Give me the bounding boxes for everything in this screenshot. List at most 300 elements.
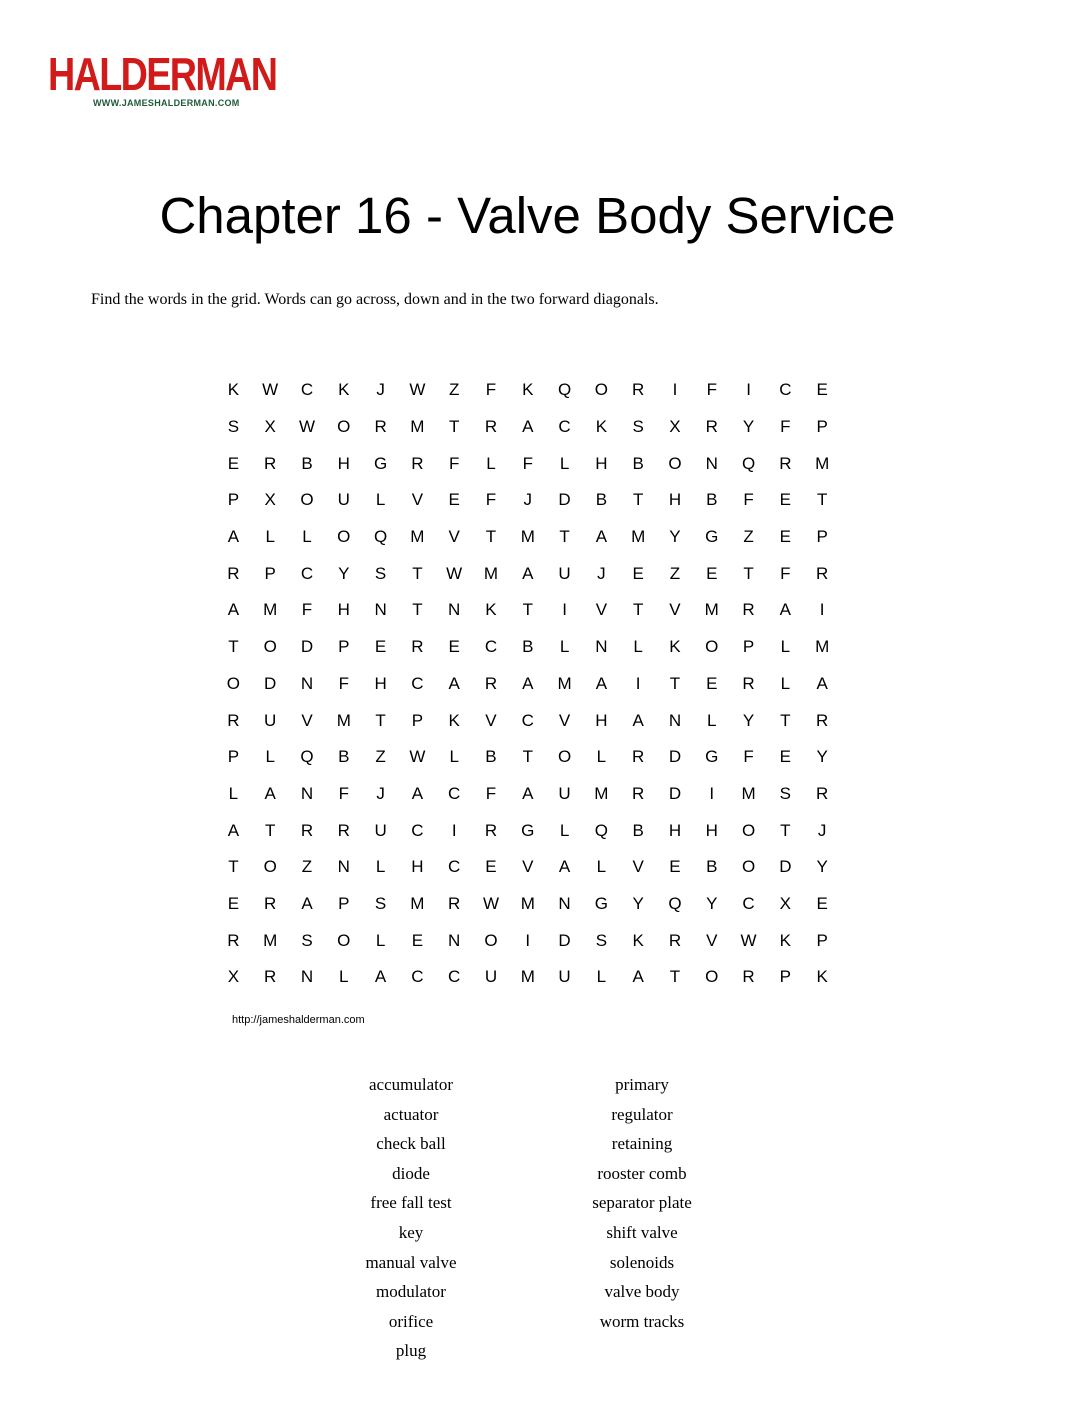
grid-cell: W [482,893,499,913]
word-list-item: shift valve [606,1222,678,1242]
grid-cell: E [816,893,828,913]
grid-cell: R [742,673,755,693]
word-list-item: solenoids [609,1252,675,1272]
grid-cell: R [632,747,645,767]
grid-cell: X [669,417,681,437]
grid-cell: G [373,453,388,473]
grid-cell: F [485,783,497,803]
grid-cell: E [669,857,681,877]
grid-cell: K [632,930,644,950]
grid-cell: P [227,490,240,510]
grid-cell: M [520,527,535,547]
grid-cell: G [705,527,719,547]
grid-cell: D [668,783,682,803]
grid-cell: M [557,673,572,693]
grid-cell: H [705,820,718,840]
grid-cell: S [301,930,313,950]
grid-cell: X [264,417,276,437]
grid-cell: C [521,710,534,730]
grid-cell: H [337,453,350,473]
grid-cell: S [227,417,240,437]
grid-cell: E [706,563,718,583]
grid-cell: Q [668,893,682,913]
grid-cell: R [816,563,829,583]
grid-cell: S [374,893,387,913]
grid-cell: M [594,783,609,803]
grid-cell: L [596,967,607,987]
grid-cell: E [448,490,460,510]
grid-cell: X [227,967,240,987]
grid-cell: E [485,857,497,877]
grid-cell: C [300,563,314,583]
grid-cell: B [706,857,718,877]
grid-cell: T [632,490,644,510]
grid-cell: A [595,527,608,547]
grid-cell: A [558,857,571,877]
logo-url: WWW.JAMESHALDERMAN.COM [93,98,240,108]
grid-cell: V [558,710,571,730]
grid-cell: A [522,417,534,437]
grid-cell: L [596,857,607,877]
grid-cell: A [522,673,534,693]
grid-cell: Z [375,747,386,767]
grid-cell: F [780,563,791,583]
grid-cell: A [522,563,534,583]
grid-cell: N [448,930,461,950]
grid-cell: W [409,380,426,400]
grid-cell: C [484,637,498,657]
grid-cell: R [484,820,498,840]
grid-cell: F [743,747,754,767]
grid-cell: P [742,637,755,657]
grid-cell: L [633,637,643,657]
grid-cell: R [300,820,314,840]
grid-cell: R [632,380,645,400]
word-list-item: accumulator [368,1075,453,1094]
grid-cell: L [302,527,312,547]
grid-cell: C [448,783,461,803]
grid-cell: H [595,710,608,730]
grid-cell: M [815,637,830,657]
grid-cell: V [706,930,718,950]
grid-cell: A [227,600,240,620]
grid-cell: E [816,380,828,400]
grid-cell: V [301,710,313,730]
grid-cell: J [376,783,385,803]
halderman-logo [48,48,277,108]
grid-cell: R [705,417,718,437]
grid-cell: T [780,820,791,840]
word-list-item: worm tracks [599,1311,685,1331]
grid-cell: W [298,417,316,437]
grid-cell: U [374,820,387,840]
grid-cell: L [559,820,570,840]
grid-cell: A [227,820,240,840]
grid-cell: L [375,857,386,877]
grid-cell: I [525,930,531,950]
grid-cell: G [594,893,608,913]
word-list-item: regulator [611,1104,673,1124]
grid-cell: T [669,967,681,987]
grid-cell: H [411,857,424,877]
grid-cell: R [816,783,829,803]
grid-cell: K [669,637,681,657]
grid-cell: O [337,417,351,437]
grid-cell: O [705,637,719,657]
grid-cell: A [779,600,792,620]
grid-cell: W [409,747,426,767]
grid-cell: I [709,783,715,803]
grid-cell: Y [669,527,681,547]
grid-cell: G [521,820,535,840]
word-list-item: check ball [376,1134,446,1154]
grid-cell: B [632,820,644,840]
grid-cell: P [264,563,276,583]
grid-cell: R [411,637,424,657]
grid-cell: B [522,637,534,657]
grid-cell: C [411,673,424,693]
grid-cell: A [264,783,276,803]
grid-cell: M [741,783,756,803]
grid-cell: R [264,453,277,473]
grid-cell: I [672,380,678,400]
grid-cell: B [485,747,497,767]
grid-cell: Q [300,747,314,767]
grid-cell: H [337,600,350,620]
grid-cell: A [301,893,313,913]
grid-cell: A [227,527,240,547]
grid-cell: K [522,380,534,400]
grid-cell: F [780,417,791,437]
grid-cell: I [819,600,825,620]
grid-cell: S [632,417,644,437]
grid-cell: S [374,563,387,583]
grid-cell: U [337,490,350,510]
grid-cell: E [374,637,387,657]
grid-cell: A [411,783,424,803]
word-list-item: manual valve [365,1252,457,1272]
grid-cell: L [707,710,717,730]
grid-cell: L [780,637,791,657]
grid-cell: C [448,857,461,877]
grid-cell: F [338,783,349,803]
grid-cell: M [631,527,646,547]
grid-cell: H [595,453,608,473]
grid-cell: U [558,967,571,987]
grid-cell: L [596,747,607,767]
grid-cell: M [815,453,830,473]
grid-cell: F [522,453,533,473]
grid-cell: K [816,967,828,987]
grid-cell: E [779,490,792,510]
grid-cell: U [264,710,277,730]
grid-cell: F [301,600,313,620]
grid-cell: V [448,527,460,547]
grid-cell: N [374,600,387,620]
grid-cell: T [448,417,460,437]
grid-cell: J [523,490,533,510]
grid-cell: O [741,857,756,877]
word-list-column-2 [562,1070,722,1336]
grid-cell: V [485,710,497,730]
grid-cell: A [595,673,608,693]
grid-cell: C [742,893,755,913]
grid-cell: W [446,563,463,583]
grid-cell: X [779,893,792,913]
grid-cell: R [816,710,829,730]
source-url: http://jameshalderman.com [232,1014,365,1026]
grid-cell: Y [816,857,828,877]
grid-cell: Y [706,893,718,913]
grid-cell: O [705,967,719,987]
grid-cell: L [559,637,570,657]
grid-cell: F [485,490,497,510]
grid-cell: I [562,600,567,620]
grid-cell: T [485,527,497,547]
grid-cell: M [704,600,719,620]
grid-cell: E [411,930,424,950]
grid-cell: X [264,490,276,510]
grid-cell: E [227,893,240,913]
grid-cell: L [228,783,239,803]
word-list-item: retaining [611,1134,673,1154]
word-list-item: plug [395,1341,427,1361]
grid-cell: P [338,637,350,657]
grid-cell: M [520,967,535,987]
grid-cell: R [227,930,240,950]
grid-cell: O [263,637,277,657]
grid-cell: V [522,857,534,877]
grid-cell: O [300,490,314,510]
grid-cell: N [300,783,314,803]
grid-cell: S [779,783,792,803]
grid-cell: B [706,490,718,510]
grid-cell: T [743,563,754,583]
word-list-item: primary [615,1075,669,1094]
grid-cell: E [448,637,460,657]
grid-cell: A [522,783,534,803]
grid-cell: L [375,930,386,950]
grid-cell: M [336,710,351,730]
grid-cell: W [262,380,279,400]
grid-cell: W [740,930,757,950]
grid-cell: R [742,600,755,620]
grid-cell: J [817,820,827,840]
grid-cell: M [263,930,278,950]
logo-name: HALDERMAN [48,48,277,100]
grid-cell: O [263,857,277,877]
grid-cell: S [595,930,608,950]
grid-cell: F [448,453,460,473]
grid-cell: M [263,600,278,620]
grid-cell: M [410,893,425,913]
grid-cell: P [411,710,424,730]
grid-cell: O [594,380,608,400]
grid-cell: G [705,747,719,767]
grid-cell: P [816,417,828,437]
grid-cell: H [374,673,387,693]
grid-cell: F [485,380,497,400]
grid-cell: P [779,967,792,987]
grid-cell: E [227,453,240,473]
grid-cell: R [337,820,350,840]
grid-cell: F [743,490,754,510]
grid-cell: K [779,930,792,950]
grid-cell: R [668,930,682,950]
grid-cell: Q [594,820,608,840]
grid-cell: R [374,417,387,437]
grid-cell: T [412,563,423,583]
grid-cell: L [449,747,459,767]
grid-cell: D [558,490,571,510]
grid-cell: V [632,857,644,877]
grid-cell: T [375,710,386,730]
grid-cell: A [374,967,387,987]
grid-cell: R [264,893,277,913]
grid-cell: N [558,893,571,913]
grid-cell: T [559,527,570,547]
grid-cell: N [337,857,350,877]
grid-cell: M [410,417,425,437]
grid-cell: Y [742,417,755,437]
grid-cell: F [338,673,349,693]
grid-cell: K [338,380,350,400]
grid-cell: O [557,747,572,767]
grid-cell: K [448,710,460,730]
grid-cell: F [706,380,717,400]
word-list-item: orifice [388,1311,434,1331]
grid-cell: C [411,967,424,987]
grid-cell: H [668,820,682,840]
grid-cell: C [448,967,461,987]
grid-cell: L [265,747,275,767]
grid-cell: O [668,453,682,473]
grid-cell: L [375,490,386,510]
grid-cell: A [448,673,460,693]
grid-cell: Y [338,563,350,583]
grid-cell: K [595,417,608,437]
grid-cell: R [411,453,424,473]
grid-cell: D [264,673,277,693]
grid-cell: V [669,600,681,620]
grid-cell: Y [632,893,644,913]
grid-cell: R [484,673,498,693]
grid-cell: R [779,453,792,473]
grid-cell: K [485,600,497,620]
grid-cell: Z [448,380,460,400]
grid-cell: E [779,527,792,547]
grid-cell: C [779,380,792,400]
word-list-item: separator plate [592,1193,692,1213]
grid-cell: Q [741,453,756,473]
grid-cell: T [522,747,533,767]
grid-cell: Z [669,563,681,583]
word-list-item: modulator [376,1282,446,1302]
grid-cell: Q [373,527,388,547]
grid-cell: E [706,673,718,693]
grid-cell: V [595,600,608,620]
grid-cell: U [558,783,571,803]
grid-cell: K [227,380,240,400]
grid-cell: R [742,967,755,987]
grid-cell: A [632,710,644,730]
grid-cell: D [558,930,571,950]
grid-cell: N [705,453,718,473]
grid-cell: T [228,857,239,877]
grid-cell: U [484,967,498,987]
grid-cell: T [816,490,828,510]
grid-cell: D [668,747,682,767]
grid-cell: P [338,893,350,913]
grid-cell: L [339,967,349,987]
grid-cell: E [779,747,792,767]
grid-cell: O [337,930,351,950]
grid-cell: R [448,893,461,913]
grid-cell: T [522,600,533,620]
grid-cell: V [411,490,424,510]
grid-cell: I [635,673,641,693]
grid-cell: Z [743,527,754,547]
grid-cell: R [227,563,240,583]
word-list-item: actuator [383,1104,439,1124]
word-list-column-1 [331,1070,491,1366]
grid-cell: U [558,563,571,583]
grid-cell: T [780,710,791,730]
grid-cell: P [227,747,240,767]
grid-cell: O [484,930,498,950]
grid-cell: L [265,527,275,547]
word-list-item: diode [392,1163,430,1183]
grid-cell: L [559,453,570,473]
grid-cell: C [300,380,314,400]
grid-cell: R [484,417,498,437]
word-list-item: rooster comb [597,1163,687,1183]
grid-cell: A [816,673,828,693]
grid-cell: I [746,380,751,400]
grid-cell: N [595,637,608,657]
grid-cell: L [486,453,496,473]
grid-cell: D [779,857,792,877]
grid-cell: M [520,893,535,913]
grid-cell: N [300,673,314,693]
grid-cell: R [632,783,645,803]
grid-cell: H [668,490,682,510]
grid-cell: Q [557,380,572,400]
grid-cell: L [780,673,791,693]
grid-cell: P [816,930,828,950]
grid-cell: E [632,563,644,583]
grid-cell: C [411,820,424,840]
word-search-grid [215,372,841,996]
grid-cell: Y [742,710,755,730]
grid-cell: Y [816,747,828,767]
grid-cell: T [265,820,276,840]
grid-cell: R [227,710,240,730]
grid-cell: B [595,490,608,510]
word-list-item: valve body [604,1282,680,1302]
grid-cell: O [741,820,756,840]
grid-cell: T [632,600,644,620]
grid-cell: M [483,563,499,583]
grid-cell: C [558,417,571,437]
grid-cell: N [448,600,461,620]
grid-cell: A [632,967,644,987]
grid-cell: J [376,380,385,400]
grid-cell: B [632,453,644,473]
grid-cell: N [300,967,314,987]
grid-cell: T [228,637,239,657]
grid-cell: T [412,600,423,620]
